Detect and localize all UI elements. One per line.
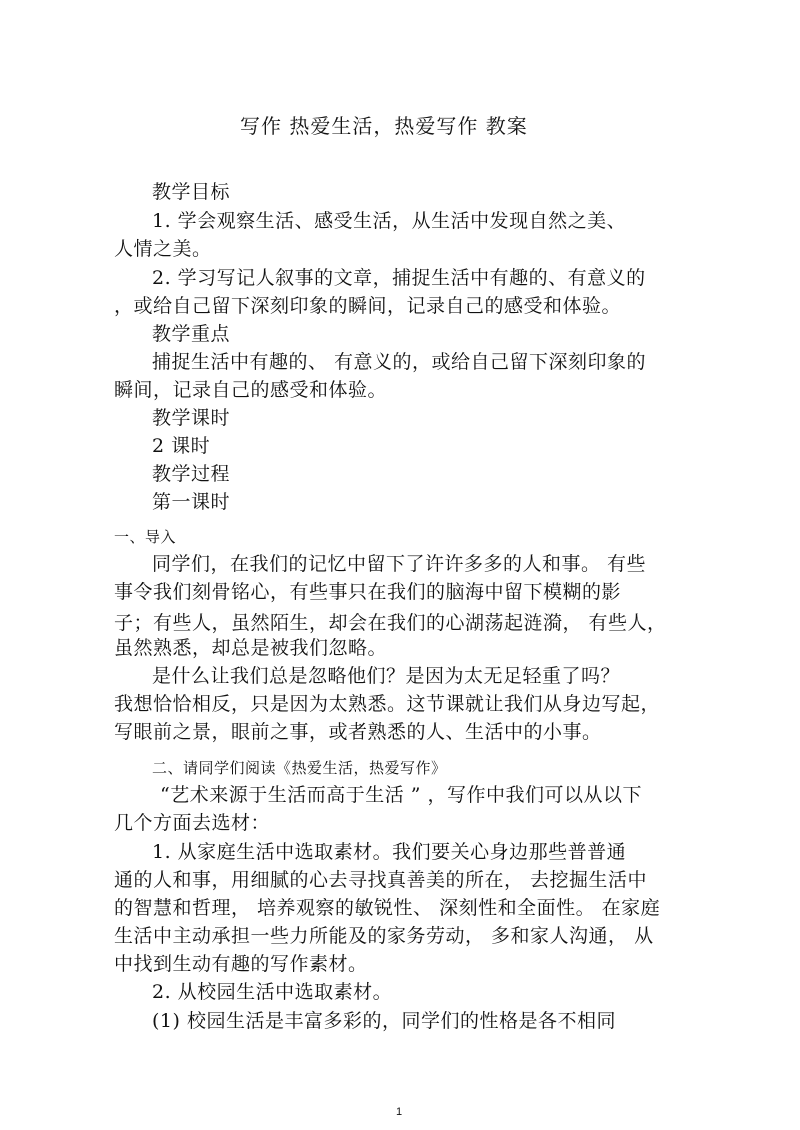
paragraph-line: 2. 从校园生活中选取素材。 — [152, 981, 393, 1003]
paragraph-line: 捕捉生活中有趣的、 有意义的，或给自己留下深刻印象的 — [152, 351, 647, 373]
paragraph-line: 2. 学习写记人叙事的文章，捕捉生活中有趣的、有意义的 — [152, 267, 646, 289]
page-number: 1 — [396, 1106, 403, 1118]
paragraph-line: 1. 学会观察生活、感受生活，从生活中发现自然之美、 — [152, 210, 627, 232]
paragraph-line: 事令我们刻骨铭心，有些事只在我们的脑海中留下模糊的影 — [114, 581, 622, 603]
paragraph-line: (1) 校园生活是丰富多彩的，同学们的性格是各不相同 — [152, 1010, 616, 1032]
section-heading-reading: 二、请同学们阅读《热爱生活，热爱写作》 — [152, 759, 447, 777]
paragraph-line: “艺术来源于生活而高于生活 ” ，写作中我们可以从以下 — [160, 784, 643, 806]
paragraph-line: 我想恰恰相反，只是因为太熟悉。这节课就让我们从身边写起， — [114, 693, 661, 715]
heading-teaching-focus: 教学重点 — [152, 323, 231, 345]
paragraph-line: 瞬间，记录自己的感受和体验。 — [114, 379, 388, 401]
class-hours-value: 2 课时 — [152, 435, 211, 457]
heading-first-lesson: 第一课时 — [152, 491, 231, 513]
paragraph-line: 人情之美。 — [114, 238, 212, 260]
paragraph-line: 的智慧和哲理， 培养观察的敏锐性、 深刻性和全面性。 在家庭 — [114, 897, 661, 919]
paragraph-line: 同学们，在我们的记忆中留下了许许多多的人和事。 有些 — [152, 553, 647, 575]
paragraph-line: 子；有些人，虽然陌生，却会在我们的心湖荡起涟漪， 有些人， — [114, 612, 667, 634]
heading-teaching-goals: 教学目标 — [152, 181, 231, 203]
paragraph-line: 1. 从家庭生活中选取素材。我们要关心身边那些普普通 — [152, 841, 627, 863]
section-heading-intro: 一、导入 — [114, 528, 177, 546]
paragraph-line: 是什么让我们总是忽略他们？是因为太无足轻重了吗？ — [152, 665, 621, 687]
paragraph-line: 虽然熟悉，却总是被我们忽略。 — [114, 637, 388, 659]
paragraph-line: 中找到生动有趣的写作素材。 — [114, 953, 368, 975]
paragraph-line: 写眼前之景，眼前之事，或者熟悉的人、生活中的小事。 — [114, 721, 602, 743]
paragraph-line: ，或给自己留下深刻印象的瞬间，记录自己的感受和体验。 — [114, 295, 622, 317]
heading-class-hours: 教学课时 — [152, 407, 231, 429]
paragraph-line: 通的人和事，用细腻的心去寻找真善美的所在， 去挖掘生活中 — [114, 869, 648, 891]
document-title: 写作 热爱生活，热爱写作 教案 — [240, 114, 528, 138]
paragraph-line: 生活中主动承担一些力所能及的家务劳动， 多和家人沟通， 从 — [114, 925, 654, 947]
heading-teaching-process: 教学过程 — [152, 463, 231, 485]
paragraph-line: 几个方面去选材： — [114, 812, 271, 834]
